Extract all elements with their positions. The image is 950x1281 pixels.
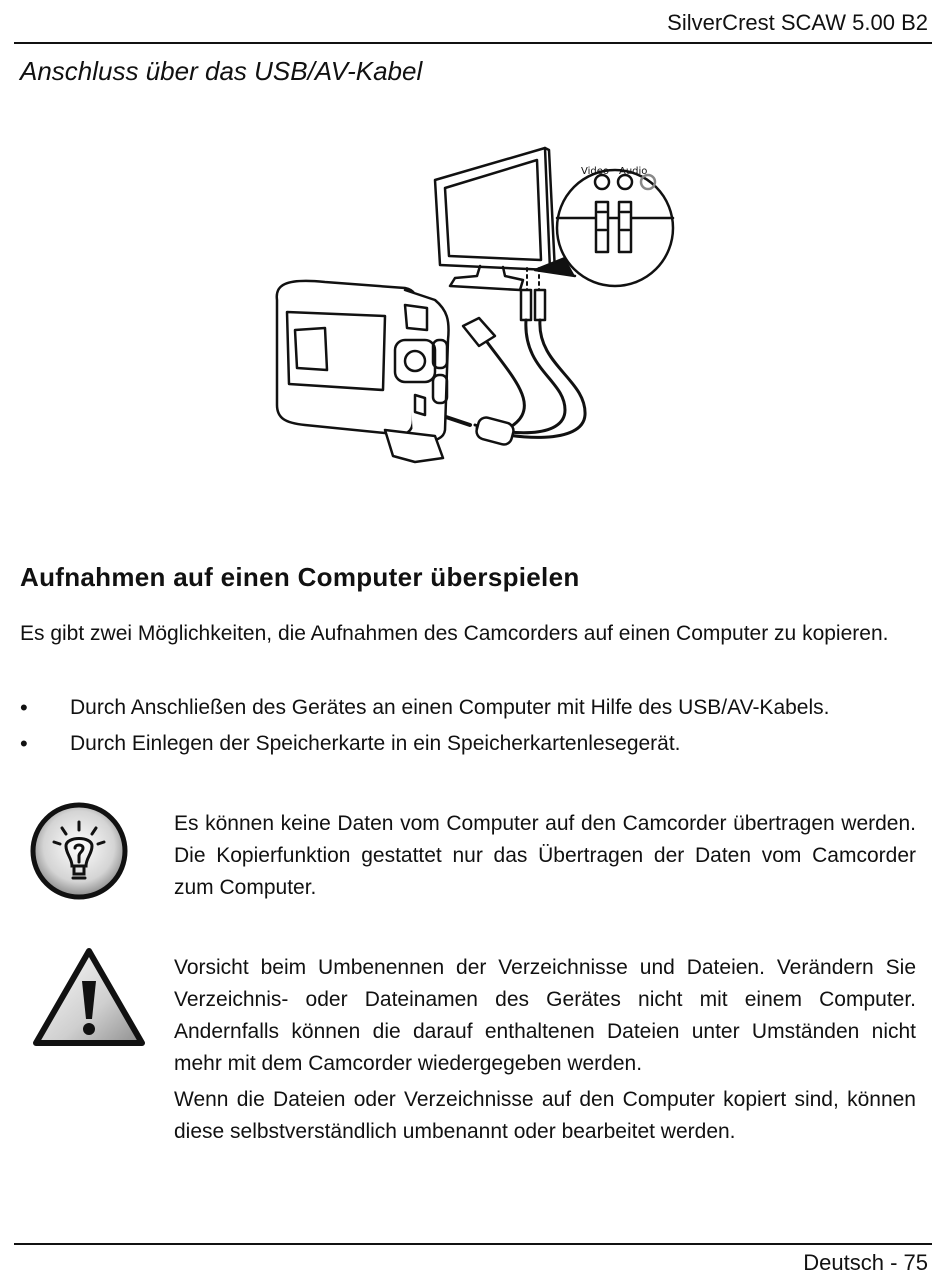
tip-note-text: Es können keine Daten vom Computer auf den Camcorder übertragen werden. Die Kopierfunktion gestattet nur das Übertragen der Daten vom Camcorder zum Computer. bbox=[174, 812, 916, 899]
warning-icon bbox=[30, 945, 148, 1054]
page-number: Deutsch - 75 bbox=[803, 1250, 928, 1275]
warning-note-text-2: Wenn die Dateien oder Verzeichnisse auf den Computer kopiert sind, können diese selbstverständlich umbenannt oder bearbeitet werden. bbox=[174, 1088, 916, 1143]
warning-note-text: Vorsicht beim Umbenennen der Verzeichnisse und Dateien. Verändern Sie Verzeichnis- oder Dateinamen des Gerätes nicht mit einem Computer. Andernfalls können die darauf enthaltenen Dateien unter Umständen nicht mehr mit dem Camcorder wiedergegeben werden. bbox=[174, 956, 916, 1075]
section-heading: Aufnahmen auf einen Computer überspielen bbox=[20, 562, 580, 592]
camcorder-illustration bbox=[277, 281, 449, 462]
list-item: • Durch Einlegen der Speicherkarte in ein Speicherkartenlesegerät. bbox=[20, 726, 928, 762]
intro-paragraph: Es gibt zwei Möglichkeiten, die Aufnahmen des Camcorders auf einen Computer zu kopieren. bbox=[20, 622, 889, 645]
connector-callout bbox=[535, 166, 673, 286]
document-header-title: SilverCrest SCAW 5.00 B2 bbox=[667, 10, 928, 35]
usb-av-connection-illustration bbox=[265, 140, 685, 470]
section-subheading: Anschluss über das USB/AV-Kabel bbox=[20, 56, 423, 86]
callout-label-audio: Audio bbox=[619, 166, 648, 177]
lightbulb-icon bbox=[28, 800, 130, 907]
header-divider bbox=[14, 42, 932, 44]
footer-divider bbox=[14, 1243, 932, 1245]
callout-label-video: Video bbox=[581, 166, 610, 177]
list-item: • Durch Anschließen des Gerätes an einen Computer mit Hilfe des USB/AV-Kabels. bbox=[20, 690, 928, 726]
options-list bbox=[20, 690, 928, 762]
